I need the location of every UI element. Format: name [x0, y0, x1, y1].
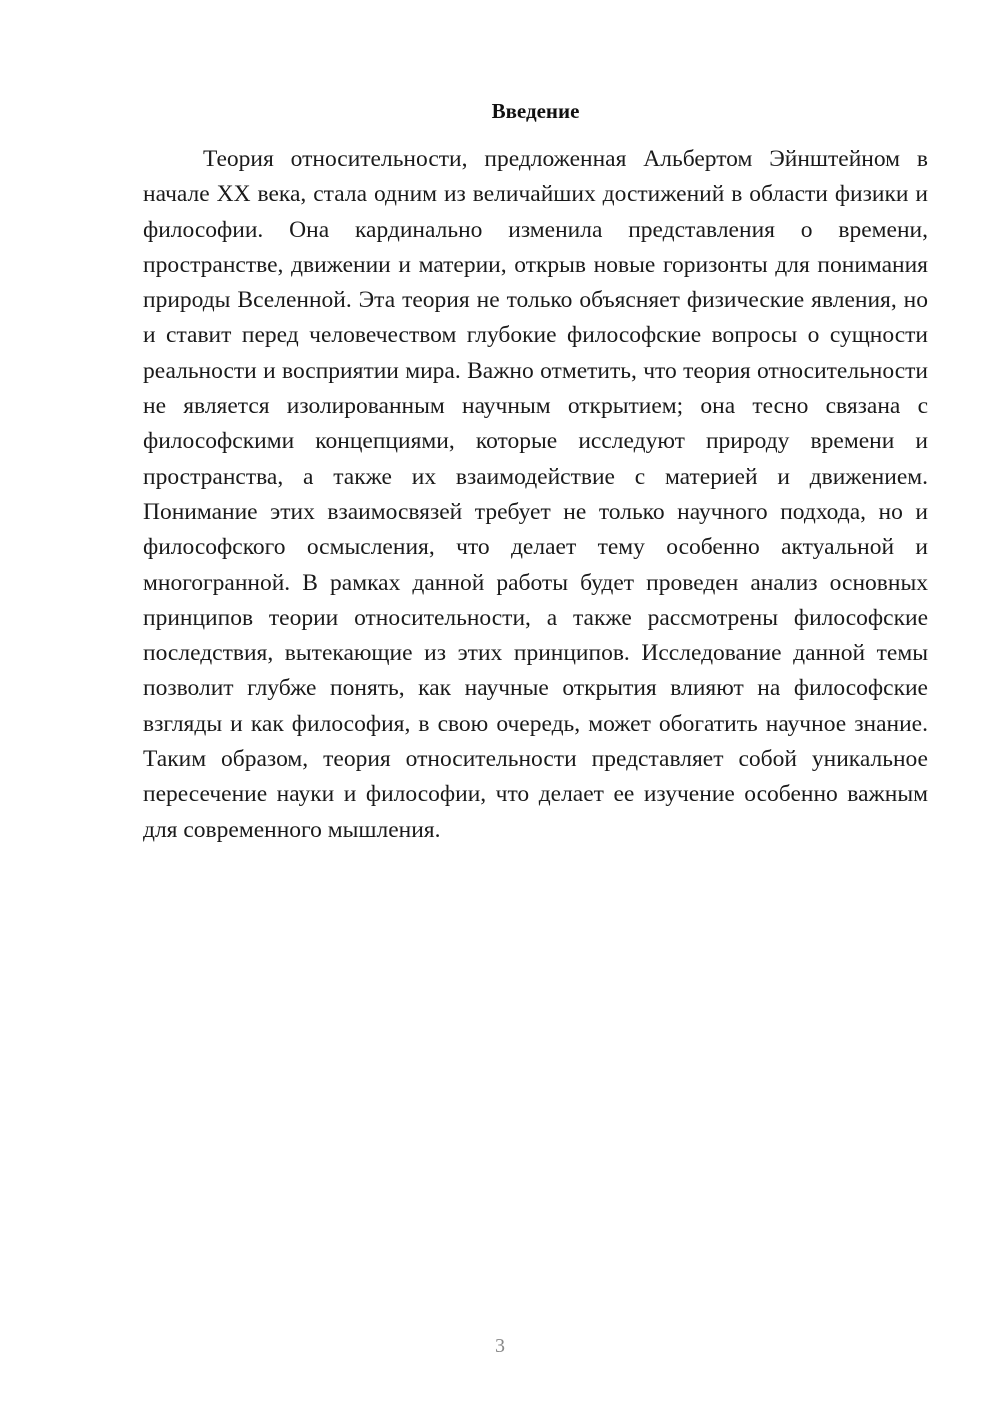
body-paragraph: Теория относительности, предложенная Альбертом Эйнштейном в начале XX века, стала одним из величайших достижений в области физики и философии. Она кардинально изменила представления о времени, пространстве, движении и материи, открыв новые горизонты для понимания природы Вселенной. Эта теория не только объясняет физические явления, но и ставит перед человечеством глубокие философские вопросы о сущности реальности и восприятии мира. Важно отметить, что теория относительности не является изолированным научным открытием; она тесно связана с философскими концепциями, которые исследуют природу времени и пространства, а также их взаимодействие с материей и движением. Понимание этих взаимосвязей требует не только научного подхода, но и философского осмысления, что делает тему особенно актуальной и многогранной. В рамках данной работы будет проведен анализ основных принципов теории относительности, а также рассмотрены философские последствия, вытекающие из этих принципов. Исследование данной темы позволит глубже понять, как научные открытия влияют на философские взгляды и как философия, в свою очередь, может обогатить научное знание. Таким образом, теория относительности представляет собой уникальное пересечение науки и философии, что делает ее изучение особенно важным для современного мышления. [143, 146, 928, 843]
section-heading: Введение [491, 99, 580, 123]
page-number: 3 [495, 1335, 505, 1357]
